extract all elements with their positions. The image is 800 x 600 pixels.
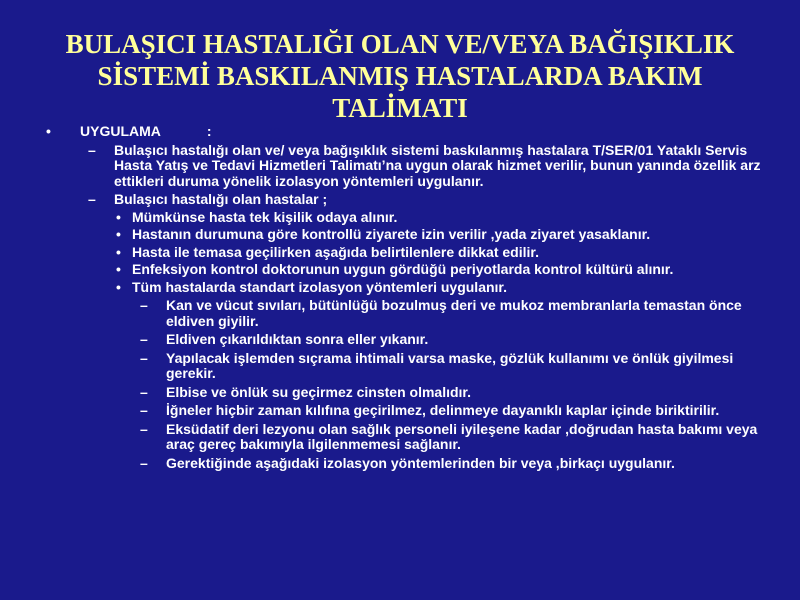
list-item	[114, 245, 766, 261]
title-line-3: TALİMATI	[332, 93, 468, 123]
item-text: Mümkünse hasta tek kişilik odaya alınır.	[132, 208, 398, 225]
list-item	[114, 262, 766, 278]
list-item	[132, 351, 766, 382]
list-item	[80, 143, 766, 190]
list-item	[132, 298, 766, 329]
item-text: Yapılacak işlemden sıçrama ihtimali varsa maske, gözlük kullanımı ve önlük giyilmesi gerekir.	[166, 349, 734, 381]
bullet-dot-icon: •	[116, 261, 121, 277]
level-3-list	[114, 210, 766, 472]
level-2-list	[36, 143, 766, 472]
list-item	[132, 456, 766, 472]
section-label: UYGULAMA	[80, 123, 161, 139]
list-item	[114, 227, 766, 243]
list-item	[114, 280, 766, 472]
item-text: Hasta ile temasa geçilirken aşağıda belirtilenlere dikkat edilir.	[132, 243, 539, 260]
bullet-dot-icon: •	[116, 208, 121, 225]
bullet-dot-icon: •	[116, 226, 121, 242]
list-item	[132, 332, 766, 348]
slide-title	[40, 28, 760, 124]
item-text: Bulaşıcı hastalığı olan hastalar ;	[114, 191, 328, 207]
bullet-dash-icon: –	[140, 383, 148, 400]
item-text: Bulaşıcı hastalığı olan ve/ veya bağışıklık sistemi baskılanmış hastalara T/SER/01 Yataklı Servis Hasta Yatış ve Tedavi Hizmetleri Talimatı’na uygun olarak hizmet verilir, bunun yanında özellik arz ettikleri duruma yönelik izolasyon yöntemleri uygulanır.	[114, 141, 761, 189]
level-4-list	[132, 298, 766, 471]
list-item	[132, 385, 766, 401]
bullet-dot-icon: •	[116, 243, 121, 260]
section-uygulama	[36, 124, 766, 471]
item-text: Eldiven çıkarıldıktan sonra eller yıkanır.	[166, 331, 429, 347]
item-text: Enfeksiyon kontrol doktorunun uygun gördüğü periyotlarda kontrol kültürü alınır.	[132, 261, 674, 277]
bullet-dot-icon: •	[46, 123, 51, 139]
item-text: Gerektiğinde aşağıdaki izolasyon yöntemlerinden bir veya ,birkaçı uygulanır.	[166, 454, 675, 471]
item-text: Eksüdatif deri lezyonu olan sağlık personeli iyileşene kadar ,doğrudan hasta bakımı veya araç gereç bakımıyla ilgilenmemesi sağlanır.	[166, 420, 758, 452]
list-item	[132, 422, 766, 453]
bullet-dash-icon: –	[88, 141, 96, 158]
bullet-dash-icon: –	[140, 331, 148, 347]
level-1-list	[36, 124, 766, 471]
list-item	[132, 403, 766, 419]
bullet-dash-icon: –	[140, 420, 148, 437]
bullet-dash-icon: –	[140, 297, 148, 313]
bullet-dash-icon: –	[140, 454, 148, 471]
list-item	[114, 210, 766, 226]
title-line-2: SİSTEMİ BASKILANMIŞ HASTALARDA BAKIM	[97, 61, 703, 91]
slide-body	[36, 124, 766, 474]
bullet-dash-icon: –	[140, 349, 148, 366]
item-text: İğneler hiçbir zaman kılıfına geçirilmez, delinmeye dayanıklı kaplar içinde biriktirilir.	[166, 402, 720, 418]
item-text: Hastanın durumuna göre kontrollü ziyarete izin verilir ,yada ziyaret yasaklanır.	[132, 226, 651, 242]
bullet-dot-icon: •	[116, 278, 121, 295]
title-line-1: BULAŞICI HASTALIĞI OLAN VE/VEYA BAĞIŞIKLIK	[65, 29, 735, 59]
item-text: Elbise ve önlük su geçirmez cinsten olmalıdır.	[166, 383, 471, 400]
bullet-dash-icon: –	[140, 402, 148, 418]
section-colon: :	[206, 123, 212, 139]
item-text: Kan ve vücut sıvıları, bütünlüğü bozulmuş deri ve mukoz membranlarla temastan önce eldiven giyilir.	[166, 297, 742, 329]
item-text: Tüm hastalarda standart izolasyon yöntemleri uygulanır.	[132, 278, 507, 295]
bullet-dash-icon: –	[88, 191, 96, 207]
list-item	[80, 192, 766, 471]
